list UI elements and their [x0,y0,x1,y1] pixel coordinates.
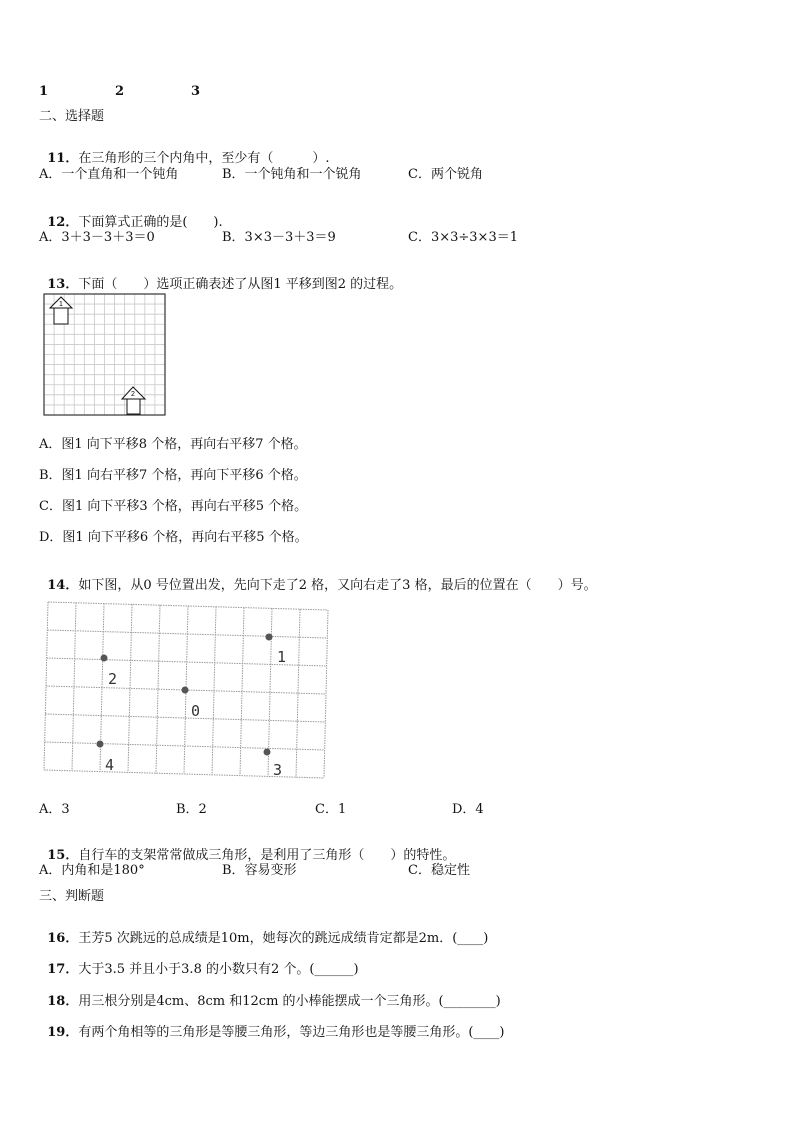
q11-option-b: B．一个钝角和一个锐角 [222,167,362,182]
question-19 [39,1009,505,1041]
question-number: 19． [47,1025,79,1040]
question-text: 在三角形的三个内角中，至少有（ ）. [78,151,330,166]
q13-option-d: D．图1 向下平移6 个格，再向右平移5 个格。 [39,530,308,545]
question-number: 18． [47,994,79,1009]
point-label-4: 4 [105,756,115,774]
point-3-dot [264,749,271,756]
q14-option-a: A．3 [39,802,70,817]
point-0-dot [182,687,189,694]
house-label-2: 2 [131,391,135,398]
house-label-1: 1 [59,301,63,308]
point-label-2: 2 [108,670,118,688]
point-1-dot [266,634,273,641]
top-number-3: 3 [191,84,201,99]
question-text: 用三根分别是4cm、8cm 和12cm 的小棒能摆成一个三角形。(________) [78,994,501,1009]
question-number: 17． [47,962,79,977]
q13-option-c: C．图1 向下平移3 个格，再向右平移5 个格。 [39,499,308,514]
question-13 [39,261,402,293]
q15-option-a: A．内角和是180° [39,863,145,878]
q13-option-a: A．图1 向下平移8 个格，再向右平移7 个格。 [39,437,307,452]
question-text: 有两个角相等的三角形是等腰三角形，等边三角形也是等腰三角形。(____) [78,1025,505,1040]
q14-option-c: C．1 [315,802,347,817]
point-4-dot [97,741,104,748]
question-18 [39,978,501,1010]
q11-option-a: A．一个直角和一个钝角 [39,167,179,182]
question-number: 15． [47,848,79,863]
question-17 [39,946,359,978]
question-number: 12． [47,215,79,230]
q12-option-b: B．3×3－3＋3＝9 [222,230,336,245]
question-11 [39,135,330,167]
grid-line [45,714,325,722]
question-text: 自行车的支架常常做成三角形，是利用了三角形（ ）的特性。 [78,848,456,863]
question-text: 王芳5 次跳远的总成绩是10m，她每次的跳远成绩肯定都是2m．(____) [78,931,489,946]
q15-option-c: C．稳定性 [408,863,470,878]
point-label-1: 1 [277,648,287,666]
question-text: 如下图，从0 号位置出发，先向下走了2 格，又向右走了3 格，最后的位置在（ ）号。 [78,578,597,593]
question-number: 11． [47,151,79,166]
point-label-0: 0 [191,702,201,720]
top-number-2: 2 [115,84,125,99]
question-16 [39,915,488,947]
question-number: 14． [47,578,79,593]
q12-option-a: A．3＋3－3＋3＝0 [39,230,155,245]
top-number-1: 1 [39,84,49,99]
question-text: 下面（ ）选项正确表述了从图1 平移到图2 的过程。 [78,277,403,292]
question-number: 16． [47,931,79,946]
position-grid-figure [42,598,332,780]
section-title-judgement: 三、判断题 [39,889,105,904]
q12-option-c: C．3×3÷3×3＝1 [408,230,518,245]
question-12 [39,199,223,231]
question-14 [39,562,597,594]
translation-grid-figure [42,292,168,418]
section-title-choice: 二、选择题 [39,109,105,124]
question-text: 下面算式正确的是( ). [78,215,223,230]
question-number: 13． [47,277,79,292]
question-15 [39,832,455,864]
q11-option-c: C．两个锐角 [408,167,483,182]
point-2-dot [101,655,108,662]
q14-option-d: D．4 [452,802,484,817]
q13-option-b: B．图1 向右平移7 个格，再向下平移6 个格。 [39,468,307,483]
question-text: 大于3.5 并且小于3.8 的小数只有2 个。(______) [78,962,359,977]
point-label-3: 3 [273,761,283,779]
q14-option-b: B．2 [176,802,207,817]
q15-option-b: B．容易变形 [222,863,297,878]
